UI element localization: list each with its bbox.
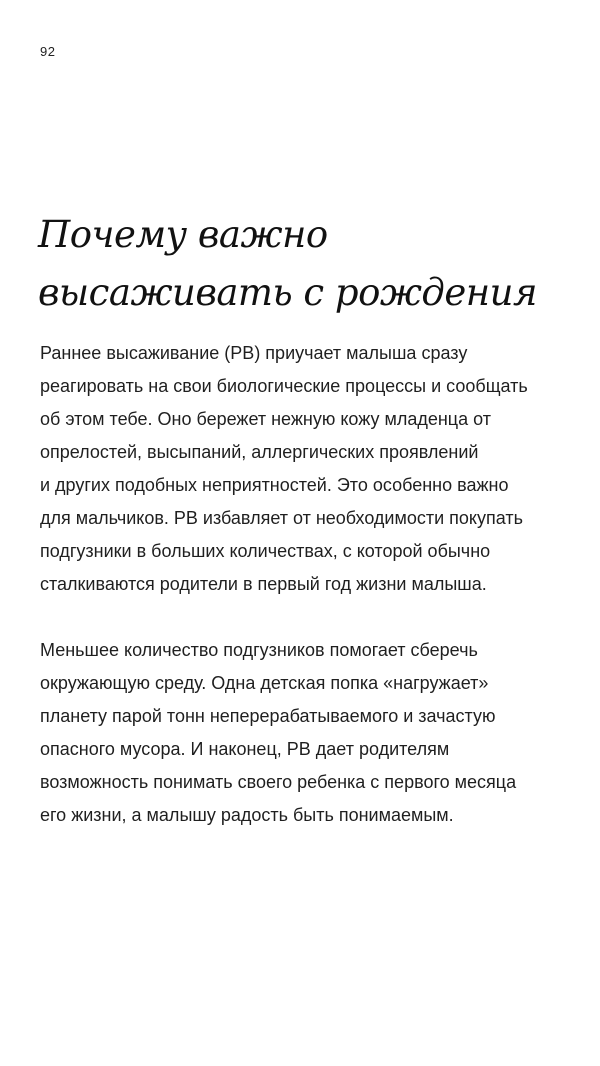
text-line: реагировать на свои биологические процессы и сообщать xyxy=(40,376,528,396)
text-line: для мальчиков. РВ избавляет от необходимости покупать xyxy=(40,508,523,528)
page-title xyxy=(38,206,568,322)
text-line: подгузники в больших количествах, с которой обычно xyxy=(40,541,491,561)
text-line: сталкиваются родители в первый год жизни малыша. xyxy=(40,574,487,594)
text-line: возможность понимать своего ребенка с первого месяца xyxy=(40,772,517,792)
paragraph-1 xyxy=(40,337,570,601)
body-text xyxy=(40,337,570,832)
page-number: 92 xyxy=(40,44,56,59)
text-line: опасного мусора. И наконец, РВ дает родителям xyxy=(40,739,450,759)
text-line: об этом тебе. Оно бережет нежную кожу младенца от xyxy=(40,409,491,429)
paragraph-2 xyxy=(40,634,570,832)
text-line: Меньшее количество подгузников помогает сберечь xyxy=(40,640,478,660)
text-line: его жизни, а малышу радость быть понимаемым. xyxy=(40,805,454,825)
text-line: Раннее высаживание (РВ) приучает малыша сразу xyxy=(40,343,468,363)
text-line: планету парой тонн неперерабатываемого и зачастую xyxy=(40,706,496,726)
text-line: опрелостей, высыпаний, аллергических проявлений xyxy=(40,442,479,462)
text-line: окружающую среду. Одна детская попка «нагружает» xyxy=(40,673,489,693)
page-title-line: Почему важно xyxy=(38,213,328,256)
page-title-line: высаживать с рождения xyxy=(38,271,537,314)
text-line: и других подобных неприятностей. Это особенно важно xyxy=(40,475,509,495)
